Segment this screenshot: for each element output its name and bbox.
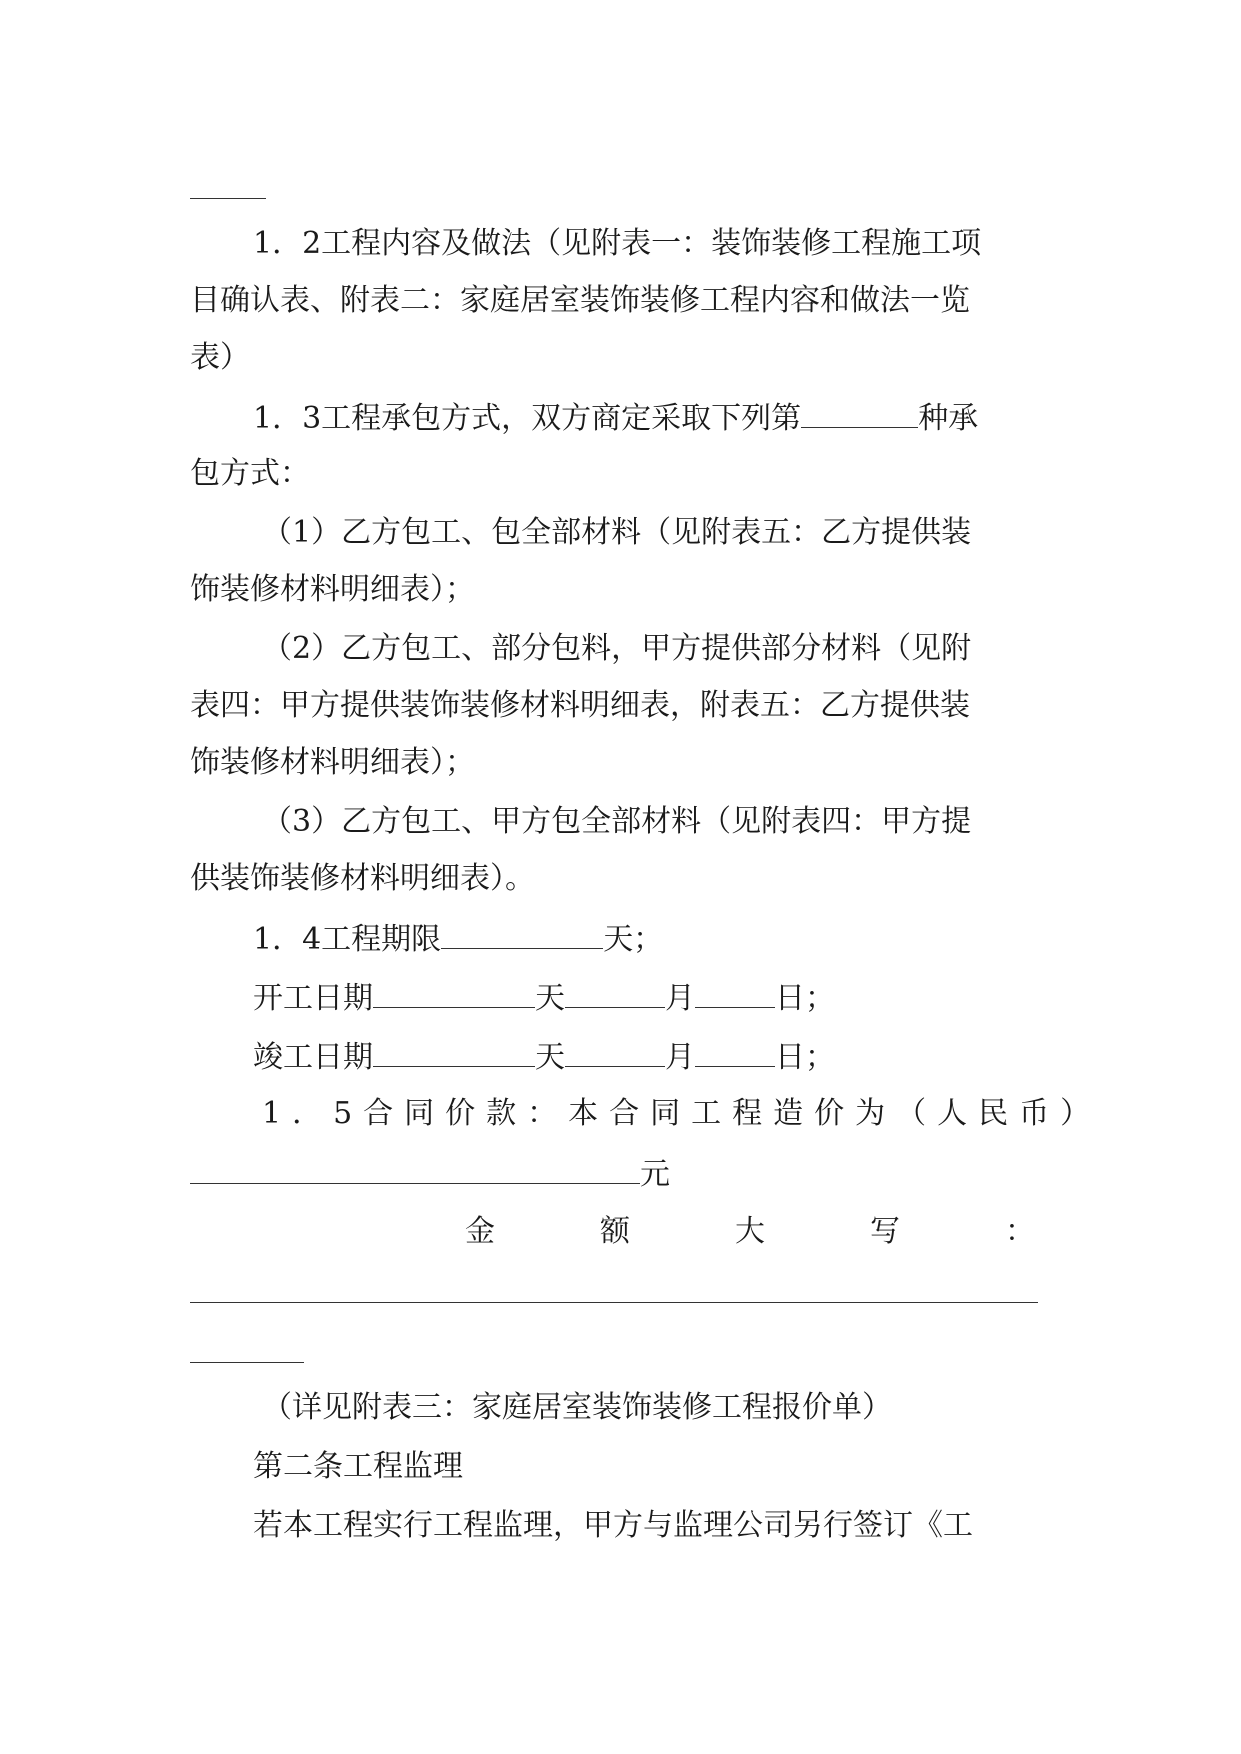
fill-blank [441,918,603,949]
month-label: 月 [665,1040,695,1075]
option-1-line-1: （1）乙方包工、包全部材料（见附表五：乙方提供装 [262,515,972,550]
option-3-line-1: （3）乙方包工、甲方包全部材料（见附表四：甲方提 [262,804,972,839]
amount-in-words-label [465,1212,1035,1252]
amount-char: 写 [870,1214,900,1249]
clause-1-3-text: 1．3工程承包方式，双方商定采取下列第 [253,401,802,436]
yuan-label: 元 [640,1157,670,1192]
month-label: 月 [665,981,695,1016]
clause-1-4-text: 1．4工程期限 [253,922,442,957]
day-label: 天 [535,981,565,1016]
day-label: 天 [535,1040,565,1075]
date-label: 日； [775,981,835,1016]
amount-char: ： [1005,1214,1035,1249]
article-2-title: 第二条工程监理 [253,1449,463,1484]
option-1-line-2: 饰装修材料明细表）； [190,572,475,607]
amount-char: 金 [465,1214,495,1249]
end-date-line [253,1036,1123,1078]
fill-blank [695,977,775,1008]
contract-price-line [190,1153,1060,1195]
amount-blank-line [190,1362,304,1363]
clause-1-2-line-2: 目确认表、附表二：家庭居室装饰装修工程内容和做法一览 [190,283,970,318]
end-date-label: 竣工日期 [253,1040,373,1075]
option-2-line-3: 饰装修材料明细表）； [190,745,475,780]
fill-blank [373,977,535,1008]
blank-line [190,198,266,199]
option-2-line-2: 表四：甲方提供装饰装修材料明细表，附表五：乙方提供装 [190,688,970,723]
article-2-text: 若本工程实行工程监理，甲方与监理公司另行签订《工 [253,1508,973,1543]
clause-1-5-line-1: 1．5合同价款：本合同工程造价为（人民币） [262,1096,1102,1131]
clause-1-4-suffix: 天； [603,922,664,957]
clause-1-2-line-3: 表） [190,340,250,375]
option-2-line-1: （2）乙方包工、部分包料，甲方提供部分材料（见附 [262,631,972,666]
date-label: 日； [775,1040,835,1075]
fill-blank [565,1036,665,1067]
clause-1-2-line-1: 1．2工程内容及做法（见附表一：装饰装修工程施工项 [253,226,982,261]
amount-char: 大 [735,1214,765,1249]
detail-reference: （详见附表三：家庭居室装饰装修工程报价单） [262,1390,892,1425]
option-3-line-2: 供装饰装修材料明细表）。 [190,861,535,896]
fill-blank [373,1036,535,1067]
fill-blank [565,977,665,1008]
fill-blank [695,1036,775,1067]
start-date-label: 开工日期 [253,981,373,1016]
clause-1-3-line-1 [253,397,1060,439]
amount-char: 额 [600,1214,630,1249]
clause-1-3-line-2: 包方式： [190,456,310,491]
amount-blank-line [190,1302,1038,1303]
clause-1-3-suffix: 种承 [918,401,979,436]
start-date-line [253,977,1123,1019]
fill-blank [190,1153,640,1184]
clause-1-4-line [253,918,1123,960]
fill-blank [801,397,918,428]
